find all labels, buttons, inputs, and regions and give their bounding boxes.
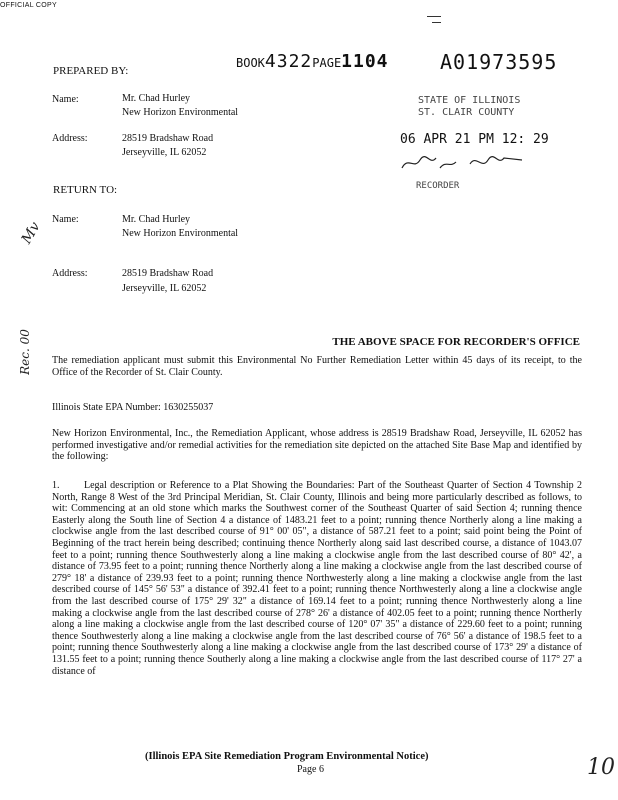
corner-number: 10 [587, 755, 615, 780]
recorder-space-heading: THE ABOVE SPACE FOR RECORDER'S OFFICE [332, 336, 580, 348]
footer-page: Page 6 [297, 764, 324, 775]
stamp-date: 06 APR 21 PM 12: 29 [400, 132, 549, 147]
return-city: Jerseyville, IL 62052 [122, 283, 207, 294]
legal-description-text: Legal description or Reference to a Plat Showing the Boundaries: Part of the Southeast Quarter of Section 4 Township 2 North, Range 8 West of the 3rd Principal Meridian, St. Clair County, Illinois and being more particularly described as follows, to wit: Commencing at an old stone which marks the Southwest corner of the Southeast Quarter of said Section 4; running thence Easterly along the South line of Section 4 a distance of 1483.21 feet to a point; running thence Northerly along a line making a clockwise angle from the last described course of 91° 00' 05", a distance of 587.21 feet to a point; said point being the Point of Beginning of the tract herein being described; continuing thence Northerly along said last described course, a distance of 1043.07 feet to a point; running thence Southwesterly along a line making a clockwise angle from the last described course of 80° 42', a distance of 73.95 feet to a point; running thence Northerly along a line making a clockwise angle from the last described course of 279° 18' a distance of 239.93 feet to a point; running thence Northwesterly along a line making a clockwise angle from the last described course of 145° 56' 53" a distance of 392.41 feet to a point; running thence Northwesterly along a line a clockwise angle from the last described course of 175° 29' 32" a distance of 169.14 feet to a point; running thence Northwesterly along a line making a clockwise angle from the last described course of 278° 26' a distance of 402.05 feet to a point; running thence Northerly along a line making a clockwise angle from the last described course of 120° 07' 35" a distance of 229.60 feet to a point; running thence Southwesterly along a line making a clockwise angle from the last described course of 76° 56' a distance of 198.5 feet to a point; running thence Southwesterly along a line making a clockwise angle from the last described course of 173° 29' a distance of 131.55 feet to a point; running thence Southerly along a line making a clockwise angle from the last described course of 117° 27' a distance of [52, 480, 582, 677]
book-word: BOOK [236, 56, 265, 70]
document-number: A01973595 [440, 50, 558, 74]
page-word: PAGE [312, 56, 342, 70]
corner-mark [427, 16, 441, 17]
prepared-name: Mr. Chad Hurley [122, 93, 191, 104]
prepared-name-label: Name: [52, 94, 79, 105]
return-to-heading: RETURN TO: [53, 184, 118, 196]
book-number: 4322 [264, 51, 313, 72]
recorder-signature [400, 150, 525, 174]
book-page-stamp [236, 51, 389, 72]
corner-mark [432, 22, 441, 23]
return-street: 28519 Bradshaw Road [122, 268, 214, 279]
official-copy-label: OFFICIAL COPY [0, 2, 57, 9]
prepared-by-heading: PREPARED BY: [53, 65, 129, 77]
intro-paragraph: The remediation applicant must submit this Environmental No Further Remediation Letter within 45 days of its receipt, to the Office of the Recorder of St. Clair County. [52, 355, 582, 378]
footer-title: (Illinois EPA Site Remediation Program Environmental Notice) [145, 751, 429, 762]
legal-description [52, 480, 582, 677]
prepared-city: Jerseyville, IL 62052 [122, 147, 207, 158]
prepared-street: 28519 Bradshaw Road [122, 133, 214, 144]
margin-initials: Mv [18, 219, 44, 247]
stamp-state: STATE OF ILLINOIS [418, 95, 521, 106]
margin-note: Rec. 00 [17, 329, 32, 375]
stamp-recorder-title: RECORDER [416, 181, 460, 191]
return-name: Mr. Chad Hurley [122, 214, 191, 225]
item-number: 1. [52, 480, 60, 491]
epa-number: Illinois State EPA Number: 1630255037 [52, 402, 214, 413]
return-name-label: Name: [52, 214, 79, 225]
page-number: 1104 [341, 51, 389, 72]
stamp-county: ST. CLAIR COUNTY [418, 107, 515, 118]
return-company: New Horizon Environmental [122, 228, 239, 239]
applicant-paragraph: New Horizon Environmental, Inc., the Remediation Applicant, whose address is 28519 Bradshaw Road, Jerseyville, IL 62052 has performed investigative and/or remedial activities for the remediation site depicted on the attached Site Base Map and identified by the following: [52, 428, 582, 463]
return-address-label: Address: [52, 268, 88, 279]
prepared-company: New Horizon Environmental [122, 107, 239, 118]
prepared-address-label: Address: [52, 133, 88, 144]
